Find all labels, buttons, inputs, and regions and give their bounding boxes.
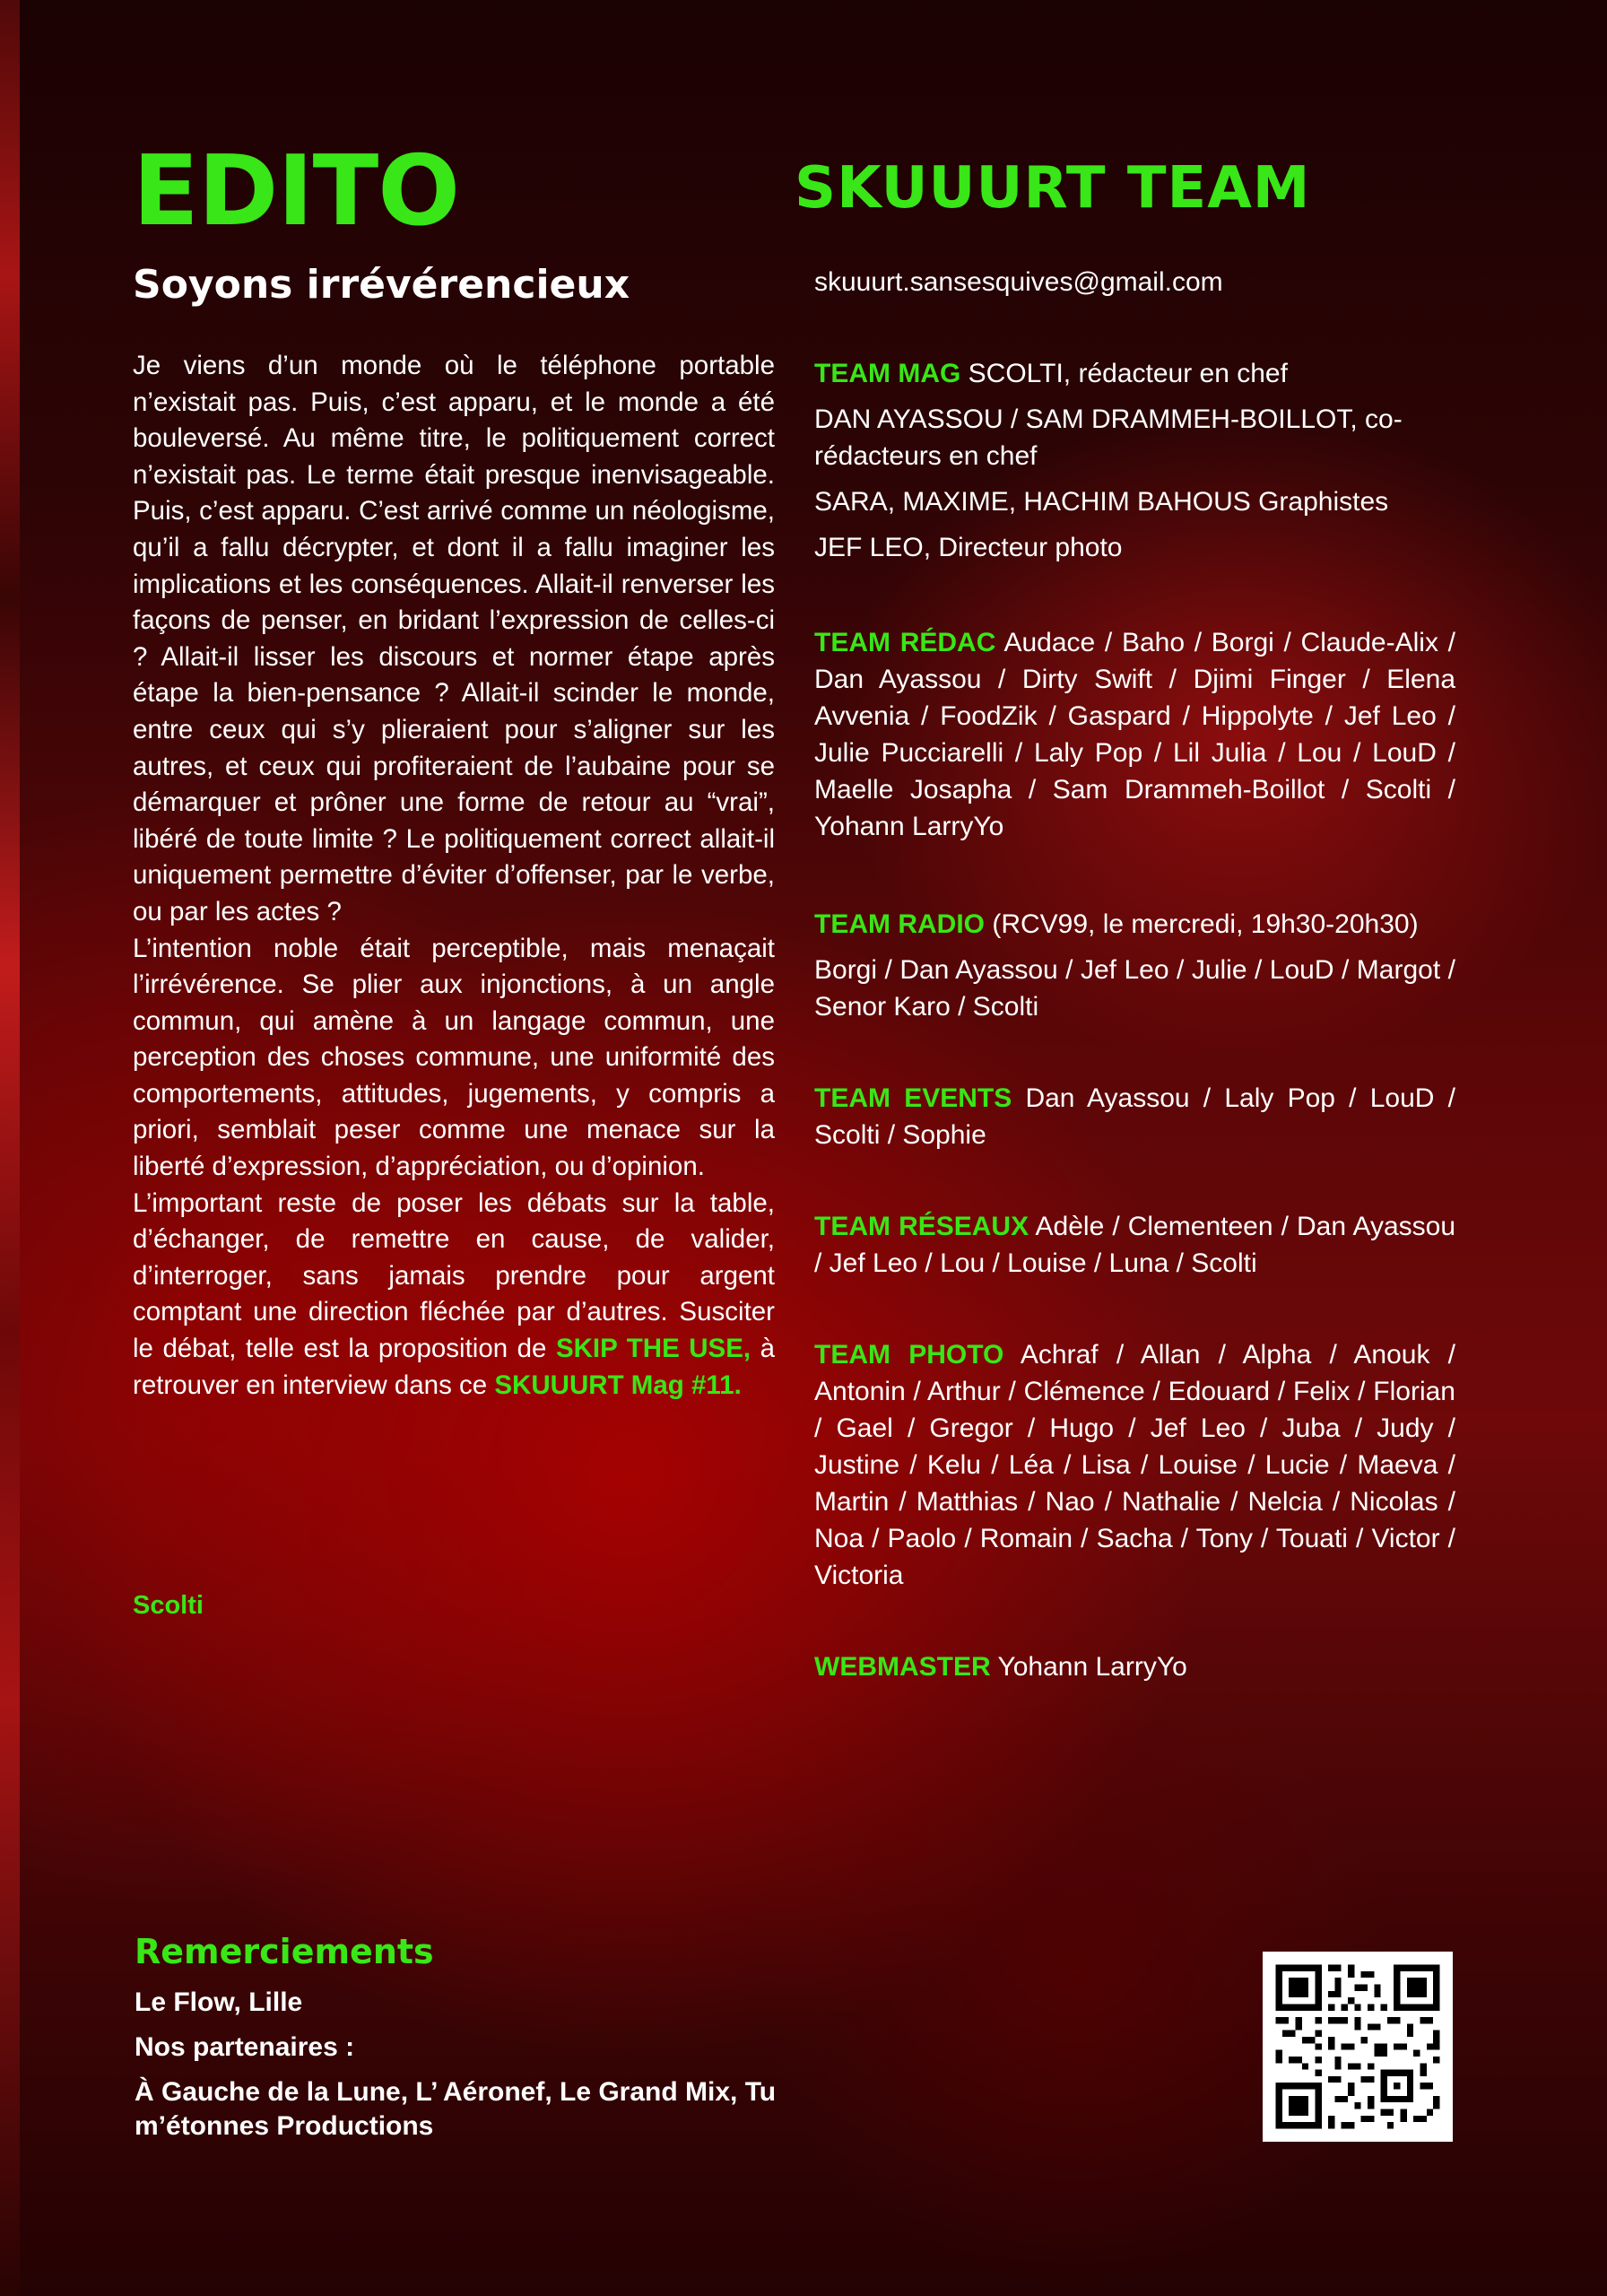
team-webmaster-section xyxy=(814,1648,1455,1694)
skip-the-use-highlight: SKIP THE USE, xyxy=(555,1334,751,1364)
team-radio-label: TEAM RADIO xyxy=(814,909,985,939)
edito-body xyxy=(133,348,775,1404)
team-radio-line xyxy=(814,906,1455,943)
team-webmaster-label: WEBMASTER xyxy=(814,1652,991,1682)
team-reseaux-line xyxy=(814,1208,1455,1282)
team-reseaux-names: Adèle / Clementeen / Dan Ayassou / Jef Leo / Lou / Louise / Luna / Scolti xyxy=(814,1212,1455,1278)
edito-paragraph-2: L’intention noble était perceptible, mais menaçait l’irrévérence. Se plier aux injonctions, à un angle commun, qui amène à un langage commun, une perception des choses commune, une uniformité des comportements, attitudes, jugements, y compris a priori, semblait peser comme une menace sur la liberté d’expression, d’appréciation, ou d’opinion. xyxy=(133,933,775,1182)
team-mag-line-1 xyxy=(814,355,1455,392)
qr-code-graphic xyxy=(1263,1952,1453,2142)
team-events-names: Dan Ayassou / Laly Pop / LouD / Scolti / Sophie xyxy=(814,1083,1455,1150)
team-mag-section xyxy=(814,355,1455,575)
edito-paragraph-1: Je viens d’un monde où le téléphone portable n’existait pas. Puis, c’est apparu, et le monde a été bouleversé. Au même titre, le politiquement correct n’existait pas. Le terme était presque inenvisageable. Puis, c’est apparu. C’est arrivé comme un néologisme, qu’il a fallu décrypter, et dont il a fallu imaginer les implications et les conséquences. Allait-il renverser les façons de penser, en bridant l’expression de celles-ci ? Allait-il lisser les discours et normer étape après étape la bien-pensance ? Allait-il scinder le monde, entre ceux qui s’y plieraient pour s’aligner sur les autres, et ceux qui profiteraient de l’aubaine pour se démarquer et prôner une forme de retour au “vrai”, libéré de toute limite ? Le politiquement correct allait-il uniquement permettre d’éviter d’offenser, par le verbe, ou par les actes ? xyxy=(133,351,775,926)
edito-signature: Scolti xyxy=(133,1591,204,1620)
team-events-section xyxy=(814,1080,1455,1162)
team-photo-line xyxy=(814,1336,1455,1594)
team-photo-section xyxy=(814,1336,1455,1603)
team-webmaster-line xyxy=(814,1648,1455,1685)
left-edge-decoration xyxy=(0,0,20,2296)
team-events-label: TEAM EVENTS xyxy=(814,1083,1012,1113)
team-webmaster-names: Yohann LarryYo xyxy=(997,1652,1187,1682)
team-radio-info: (RCV99, le mercredi, 19h30-20h30) xyxy=(992,909,1419,939)
team-events-line xyxy=(814,1080,1455,1153)
team-photo-names: Achraf / Allan / Alpha / Anouk / Antonin / Arthur / Clémence / Edouard / Felix / Florian / Gael / Gregor / Hugo / Jef Leo / Juba / Judy / Justine / Kelu / Léa / Lisa / Louise / Lucie / Maeva / Martin / Matthias / Nao / Nathalie / Nelcia / Nicolas / Noa / Paolo / Romain / Sacha / Tony / Touati / Victor / Victoria xyxy=(814,1340,1455,1590)
edito-paragraph-3 xyxy=(133,1186,775,1405)
thanks-title: Remerciements xyxy=(135,1932,434,1971)
team-radio-section xyxy=(814,906,1455,1034)
edito-title: EDITO xyxy=(133,135,460,248)
team-redac-names: Audace / Baho / Borgi / Claude-Alix / Dan Ayassou / Dirty Swift / Djimi Finger / Elena Avvenia / FoodZik / Gaspard / Hippolyte / Jef Leo / Julie Pucciarelli / Laly Pop / Lil Julia / Lou / LouD / Maelle Josapha / Sam Drammeh-Boillot / Scolti / Yohann LarryYo xyxy=(814,628,1455,841)
thanks-line-2: Nos partenaires : xyxy=(135,2032,355,2062)
team-redac-line xyxy=(814,624,1455,845)
edito-subtitle: Soyons irrévérencieux xyxy=(133,262,630,308)
team-mag-line-2: DAN AYASSOU / SAM DRAMMEH-BOILLOT, co-rédacteurs en chef xyxy=(814,404,1403,471)
team-mag-label: TEAM MAG xyxy=(814,359,961,388)
edito-paragraph-3-mid: à retrouver en interview dans ce xyxy=(133,1334,775,1400)
team-radio-names: Borgi / Dan Ayassou / Jef Leo / Julie / LouD / Margot / Senor Karo / Scolti xyxy=(814,955,1455,1022)
team-redac-section xyxy=(814,624,1455,854)
edito-paragraph-3-text: L’important reste de poser les débats sur la table, d’échanger, de remettre en cause, de valider, d’interroger, sans jamais prendre pour argent comptant une direction fléchée par d’autres. Susciter le débat, telle est la proposition de xyxy=(133,1187,775,1364)
team-email-link[interactable]: skuuurt.sansesquives@gmail.com xyxy=(814,267,1223,297)
skuuurt-mag-highlight: SKUUURT Mag #11. xyxy=(494,1370,742,1400)
team-mag-line-4: JEF LEO, Directeur photo xyxy=(814,533,1123,562)
team-reseaux-section xyxy=(814,1208,1455,1291)
team-mag-line-3: SARA, MAXIME, HACHIM BAHOUS Graphistes xyxy=(814,487,1389,517)
team-redac-label: TEAM RÉDAC xyxy=(814,628,996,657)
team-title: SKUUURT TEAM xyxy=(795,155,1311,222)
thanks-line-3: À Gauche de la Lune, L’ Aéronef, Le Grand Mix, Tu m’étonnes Productions xyxy=(135,2077,777,2141)
team-reseaux-label: TEAM RÉSEAUX xyxy=(814,1212,1029,1241)
team-mag-chief: SCOLTI, rédacteur en chef xyxy=(968,359,1288,388)
team-photo-label: TEAM PHOTO xyxy=(814,1340,1004,1370)
qr-code-icon[interactable] xyxy=(1263,1952,1453,2142)
thanks-line-1: Le Flow, Lille xyxy=(135,1987,303,2017)
